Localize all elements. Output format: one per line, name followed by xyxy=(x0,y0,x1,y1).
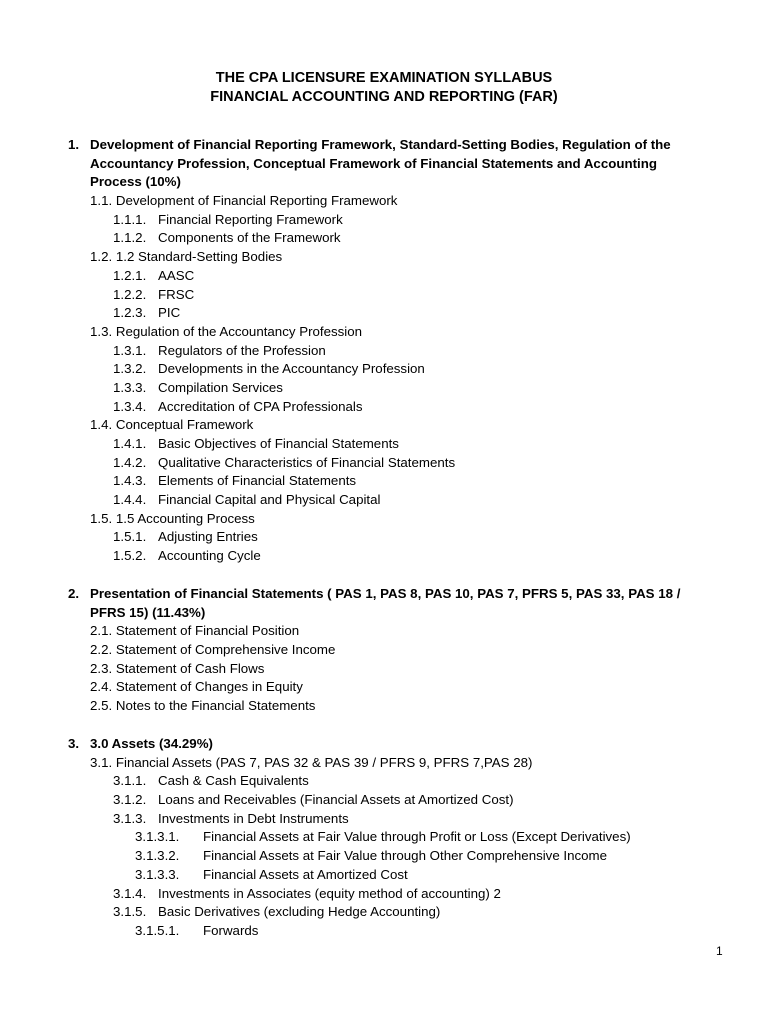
outline-item-number: 1.2.2. xyxy=(113,286,147,302)
outline-item-text: 2.5. Notes to the Financial Statements xyxy=(90,698,316,714)
outline-item-text: 1.3. Regulation of the Accountancy Profession xyxy=(90,323,363,339)
outline-item-text: Components of the Framework xyxy=(158,230,341,246)
outline-item-level-1 xyxy=(68,248,708,267)
outline-item-number: 3.1.3.2. xyxy=(135,848,180,864)
outline-item-text: 1.2. 1.2 Standard-Setting Bodies xyxy=(90,249,283,265)
outline-item-text: Accreditation of CPA Professionals xyxy=(158,398,363,414)
section-number: 3. xyxy=(68,736,80,751)
outline-item-number: 3.1.4. xyxy=(113,885,147,901)
outline-item-level-1 xyxy=(68,754,708,773)
outline-item-level-1 xyxy=(68,660,708,679)
outline-item-text: PIC xyxy=(158,305,181,321)
outline-item-level-2 xyxy=(68,528,708,547)
outline-item-level-1 xyxy=(68,510,708,529)
section-number: 2. xyxy=(68,586,80,601)
outline-item-level-2 xyxy=(68,435,708,454)
outline-item-text: 2.2. Statement of Comprehensive Income xyxy=(90,642,336,658)
outline-item-text: Accounting Cycle xyxy=(158,548,261,564)
outline-item-level-3 xyxy=(68,922,708,941)
outline-item-level-2 xyxy=(68,903,708,922)
outline-item-text: 1.4. Conceptual Framework xyxy=(90,417,254,433)
section-heading-text: 3.0 Assets (34.29%) xyxy=(90,736,213,751)
outline-item-level-3 xyxy=(68,828,708,847)
outline-item-number: 1.4.3. xyxy=(113,473,147,489)
outline-item-number: 3.1.2. xyxy=(113,792,147,808)
outline-item-number: 3.1.3.1. xyxy=(135,829,180,845)
outline-item-text: Financial Assets at Fair Value through Other Comprehensive Income xyxy=(203,848,608,864)
outline-item-number: 1.2.3. xyxy=(113,305,147,321)
section-heading xyxy=(68,735,708,754)
document-title-line2: FINANCIAL ACCOUNTING AND REPORTING (FAR) xyxy=(210,89,558,105)
outline-item-text: Cash & Cash Equivalents xyxy=(158,773,309,789)
outline-item-text: Elements of Financial Statements xyxy=(158,473,357,489)
outline-item-text: Forwards xyxy=(203,922,259,938)
outline-item-number: 3.1.3. xyxy=(113,810,147,826)
outline-item-number: 1.5.1. xyxy=(113,529,147,545)
outline-item-number: 1.5.2. xyxy=(113,548,147,564)
outline-item-text: Financial Reporting Framework xyxy=(158,211,343,227)
section-2 xyxy=(68,585,708,716)
outline-item-number: 1.1.1. xyxy=(113,211,147,227)
outline-item-level-3 xyxy=(68,866,708,885)
outline-item-text: Investments in Debt Instruments xyxy=(158,810,349,826)
outline-item-text: Basic Derivatives (excluding Hedge Accounting) xyxy=(158,904,441,920)
outline-item-level-2 xyxy=(68,342,708,361)
outline-item-text: Adjusting Entries xyxy=(158,529,258,545)
document-title-line1: THE CPA LICENSURE EXAMINATION SYLLABUS xyxy=(215,70,553,86)
outline-item-number: 1.2.1. xyxy=(113,267,147,283)
section-heading-text: Presentation of Financial Statements ( PAS 1, PAS 8, PAS 10, PAS 7, PFRS 5, PAS 33, PAS 18 / PFRS 15) (11.43%) xyxy=(90,586,681,620)
outline-item-text: AASC xyxy=(158,267,195,283)
outline-item-number: 1.3.4. xyxy=(113,398,147,414)
outline-item-level-2 xyxy=(68,791,708,810)
outline-item-level-2 xyxy=(68,885,708,904)
outline-item-number: 3.1.3.3. xyxy=(135,866,180,882)
outline-item-text: Regulators of the Profession xyxy=(158,342,326,358)
outline-item-level-2 xyxy=(68,286,708,305)
outline-item-text: Loans and Receivables (Financial Assets at Amortized Cost) xyxy=(158,792,514,808)
outline-item-level-2 xyxy=(68,810,708,829)
outline-item-level-2 xyxy=(68,491,708,510)
outline-item-level-1 xyxy=(68,697,708,716)
outline-item-text: Financial Assets at Fair Value through Profit or Loss (Except Derivatives) xyxy=(203,829,631,845)
outline-item-level-2 xyxy=(68,454,708,473)
outline-item-number: 1.3.2. xyxy=(113,361,147,377)
outline-item-number: 1.4.1. xyxy=(113,436,147,452)
outline-item-text: Financial Capital and Physical Capital xyxy=(158,492,381,508)
outline-item-text: 2.4. Statement of Changes in Equity xyxy=(90,679,303,695)
page-number: 1 xyxy=(716,944,723,958)
outline-item-number: 3.1.5. xyxy=(113,904,147,920)
outline-item-number: 1.1.2. xyxy=(113,230,147,246)
outline-item-level-1 xyxy=(68,641,708,660)
outline-item-level-1 xyxy=(68,323,708,342)
outline-item-level-2 xyxy=(68,472,708,491)
outline-item-text: Investments in Associates (equity method of accounting) 2 xyxy=(158,885,501,901)
outline-item-level-2 xyxy=(68,398,708,417)
outline-item-text: Developments in the Accountancy Profession xyxy=(158,361,425,377)
outline-item-level-3 xyxy=(68,847,708,866)
section-3 xyxy=(68,735,708,941)
outline-item-level-2 xyxy=(68,379,708,398)
outline-item-text: Financial Assets at Amortized Cost xyxy=(203,866,408,882)
section-heading xyxy=(68,585,708,622)
outline-item-number: 1.4.2. xyxy=(113,454,147,470)
outline-item-level-2 xyxy=(68,772,708,791)
section-number: 1. xyxy=(68,137,80,152)
outline-item-level-1 xyxy=(68,678,708,697)
outline-item-text: Basic Objectives of Financial Statements xyxy=(158,436,399,452)
outline-item-number: 3.1.5.1. xyxy=(135,922,180,938)
section-1 xyxy=(68,136,708,566)
outline-item-number: 1.4.4. xyxy=(113,492,147,508)
outline-item-level-2 xyxy=(68,360,708,379)
section-heading xyxy=(68,136,708,192)
outline-item-text: 2.1. Statement of Financial Position xyxy=(90,623,300,639)
outline-item-level-1 xyxy=(68,622,708,641)
outline-item-level-2 xyxy=(68,547,708,566)
outline-item-level-2 xyxy=(68,304,708,323)
outline-item-level-2 xyxy=(68,211,708,230)
outline-item-text: FRSC xyxy=(158,286,195,302)
outline-item-level-1 xyxy=(68,192,708,211)
outline-item-number: 1.3.3. xyxy=(113,379,147,395)
outline-item-text: 1.1. Development of Financial Reporting Framework xyxy=(90,193,398,209)
outline-item-text: Compilation Services xyxy=(158,379,283,395)
outline-item-number: 3.1.1. xyxy=(113,773,147,789)
outline-item-level-1 xyxy=(68,416,708,435)
outline-item-level-2 xyxy=(68,267,708,286)
outline-item-text: 2.3. Statement of Cash Flows xyxy=(90,660,265,676)
section-heading-text: Development of Financial Reporting Framework, Standard-Setting Bodies, Regulation of the Accountancy Profession, Conceptual Framework of Financial Statements and Accounting Process (10%) xyxy=(90,137,671,190)
outline-item-number: 1.3.1. xyxy=(113,342,147,358)
outline-item-text: 1.5. 1.5 Accounting Process xyxy=(90,510,255,526)
outline-item-text: 3.1. Financial Assets (PAS 7, PAS 32 & PAS 39 / PFRS 9, PFRS 7,PAS 28) xyxy=(90,754,533,770)
outline-item-text: Qualitative Characteristics of Financial Statements xyxy=(158,454,456,470)
outline-item-level-2 xyxy=(68,229,708,248)
